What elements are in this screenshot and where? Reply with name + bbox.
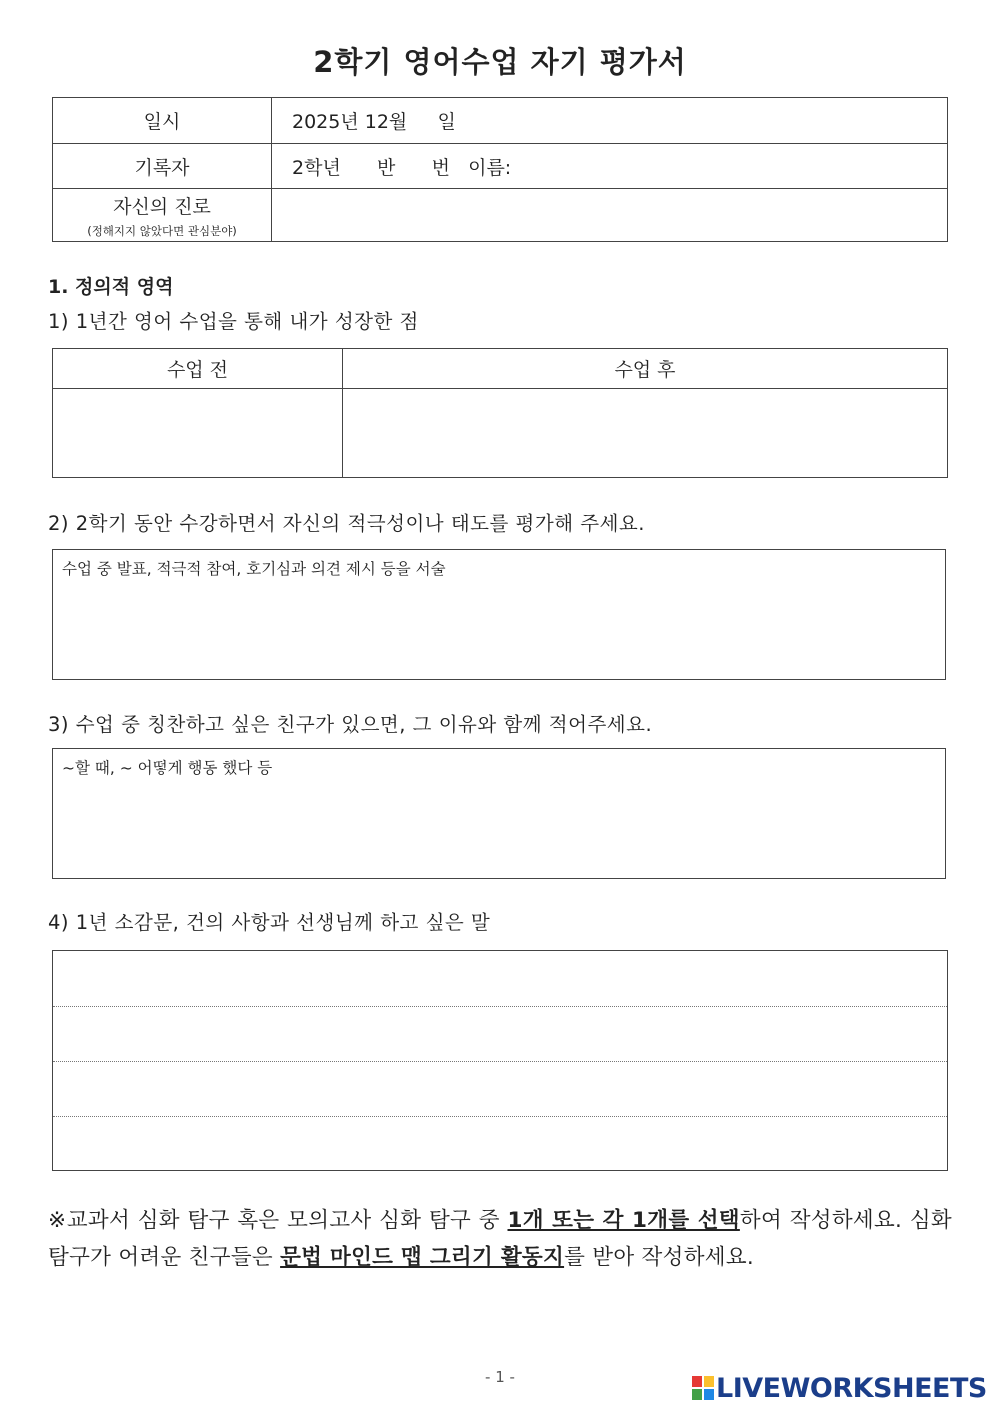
section-heading: 1. 정의적 영역 [48,276,174,298]
growth-table [52,348,948,478]
date-label: 일시 [53,98,272,144]
career-sublabel: (정해지지 않았다면 관심분야) [87,223,237,238]
before-class-answer[interactable] [53,389,343,478]
note-text: ※교과서 심화 탐구 혹은 모의고사 심화 탐구 중 [48,1208,508,1233]
note-text: 를 받아 작성하세요. [564,1245,755,1270]
page-title: 2학기 영어수업 자기 평가서 [313,45,687,79]
note-emphasis-activity: 문법 마인드 맵 그리기 활동지 [280,1245,565,1270]
page-number: - 1 - [485,1368,515,1386]
note-text: 하여 작성하세요. 심화 탐구가 어려운 친구들은 [48,1208,952,1270]
date-field[interactable]: 2025년 12월 일 [272,98,948,144]
attitude-hint: 수업 중 발표, 적극적 참여, 호기심과 의견 제시 등을 서술 [62,560,446,578]
after-class-header: 수업 후 [343,349,948,389]
writing-line [53,1116,947,1117]
logo-text: LIVEWORKSHEETS [716,1373,987,1404]
writing-line [53,1006,947,1007]
question-2: 2) 2학기 동안 수강하면서 자신의 적극성이나 태도를 평가해 주세요. [48,512,645,535]
writing-line [53,1061,947,1062]
praise-answer-box[interactable] [52,748,946,879]
question-1: 1) 1년간 영어 수업을 통해 내가 성장한 점 [48,310,419,333]
question-3: 3) 수업 중 칭찬하고 싶은 친구가 있으면, 그 이유와 함께 적어주세요. [48,713,653,736]
reflection-answer-box[interactable] [52,950,948,1171]
after-class-answer[interactable] [343,389,948,478]
career-label-cell [53,189,272,242]
logo-mark-icon [692,1376,714,1400]
career-label: 자신의 진로 [113,195,211,218]
note-emphasis-select: 1개 또는 각 1개를 선택 [507,1208,740,1233]
recorder-field[interactable]: 2학년 반 번 이름: [272,144,948,189]
recorder-label: 기록자 [53,144,272,189]
question-4: 4) 1년 소감문, 건의 사항과 선생님께 하고 싶은 말 [48,911,491,934]
career-field[interactable] [272,189,948,242]
instruction-note [48,1202,952,1276]
praise-hint: ~할 때, ~ 어떻게 행동 했다 등 [62,759,273,777]
info-table [52,97,948,242]
before-class-header: 수업 전 [53,349,343,389]
attitude-answer-box[interactable] [52,549,946,680]
